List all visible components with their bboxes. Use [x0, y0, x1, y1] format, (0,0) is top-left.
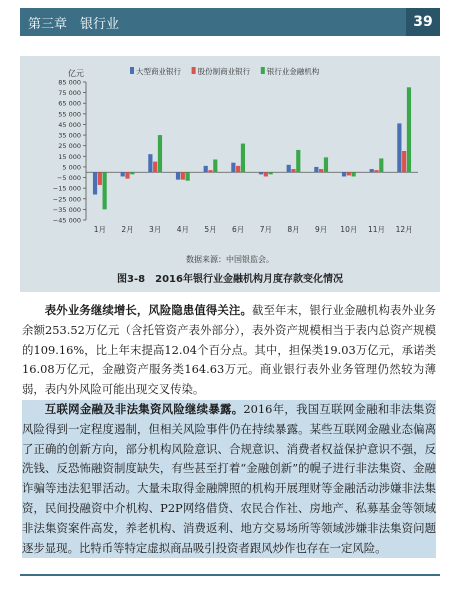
y-tick-label: −5 000 [56, 174, 81, 183]
x-tick-label: 8月 [287, 225, 300, 234]
paragraph-body: 截至年末，银行业金融机构表外业务余额253.52万亿元（含托管资产表外部分），表外资产规模相当于表内总资产规模的109.16%，比上年末提高12.04个百分点。其中，担保类19.03万亿元，承诺类16.08万亿元，金融资产服务类164.63万元。商业银行表外业务管理仍然较为薄弱，表内外风险可能出现交叉传染。 [22, 303, 436, 397]
y-tick-label: 45 000 [58, 120, 81, 129]
bar-3-3月 [158, 135, 162, 172]
chart-source: 数据来源：中国银监会。 [186, 255, 274, 264]
bar-2-11月 [374, 170, 378, 172]
bar-3-2月 [130, 172, 134, 174]
x-tick-label: 11月 [367, 225, 386, 234]
x-tick-label: 2月 [121, 225, 134, 234]
paragraph-body: 2016年，我国互联网金融和非法集资风险得到一定程度遏制，但相关风险事件仍在持续暴露。某些互联网金融业态偏离了正确的创新方向，部分机构风险意识、合规意识、消费者权益保护意识不强，反洗钱、反恐怖融资制度缺失，有些甚至打着“金融创新”的幌子进行非法集资、金融诈骗等违法犯罪活动。大量未取得金融牌照的机构开展理财等金融活动涉嫌非法集资，民间投融资中介机构、P2P网络借贷、农民合作社、房地产、私募基金等领域非法集资案件高发，养老机构、消费返利、地方交易场所等领域涉嫌非法集资问题逐步显现。比特币等特定虚拟商品吸引投资者跟风炒作也存在一定风险。 [22, 401, 436, 555]
bar-2-3月 [153, 162, 157, 173]
chart-caption: 图3-8 2016年银行业金融机构月度存款变化情况 [117, 274, 343, 285]
paragraph-heading: 互联网金融及非法集资风险继续暴露。 [44, 401, 244, 416]
bar-1-12月 [397, 123, 401, 172]
bar-2-1月 [98, 172, 102, 185]
bottom-rule [20, 574, 440, 576]
bar-1-1月 [93, 172, 97, 194]
bar-2-7月 [264, 172, 268, 176]
bar-1-11月 [370, 169, 374, 172]
legend-swatch-2 [192, 67, 196, 74]
x-tick-label: 10月 [340, 225, 358, 234]
y-tick-label: −45 000 [52, 216, 81, 225]
x-tick-label: 7月 [259, 225, 272, 234]
y-axis-unit: 亿元 [68, 69, 84, 78]
bar-3-11月 [379, 158, 383, 172]
bar-3-10月 [352, 172, 356, 176]
figure-panel [20, 56, 440, 292]
y-tick-label: 85 000 [58, 78, 81, 87]
bar-3-1月 [103, 172, 107, 209]
x-tick-label: 5月 [204, 225, 217, 234]
legend-label-2: 股份制商业银行 [197, 67, 251, 76]
paragraph-internet-finance [22, 400, 436, 558]
bar-1-7月 [259, 172, 263, 174]
bar-1-4月 [176, 172, 180, 179]
y-tick-label: 35 000 [58, 131, 81, 140]
page-number: 39 [406, 8, 440, 36]
legend-label-3: 银行业金融机构 [266, 67, 320, 76]
bar-3-5月 [213, 159, 217, 172]
paragraph-heading: 表外业务继续增长，风险隐患值得关注。 [44, 303, 252, 317]
y-tick-label: 75 000 [58, 89, 81, 98]
x-tick-label: 4月 [176, 225, 189, 234]
bar-1-2月 [121, 172, 125, 176]
bar-3-4月 [186, 172, 190, 180]
bar-3-9月 [324, 157, 328, 172]
y-tick-label: 65 000 [58, 99, 81, 108]
bar-3-6月 [241, 144, 245, 173]
bar-3-7月 [269, 172, 273, 174]
x-tick-label: 3月 [149, 225, 162, 234]
bar-2-8月 [291, 169, 295, 172]
page-header [20, 8, 440, 36]
bar-2-9月 [319, 169, 323, 172]
x-tick-label: 1月 [93, 225, 106, 234]
legend-swatch-3 [261, 67, 265, 74]
bar-1-3月 [148, 154, 152, 172]
bar-1-6月 [231, 163, 235, 173]
x-tick-label: 12月 [395, 225, 413, 234]
y-tick-label: 15 000 [58, 152, 81, 161]
deposit-change-chart [20, 56, 440, 252]
y-tick-label: 55 000 [58, 110, 81, 119]
chapter-title: 第三章 银行业 [28, 17, 120, 32]
bar-3-12月 [407, 87, 411, 172]
bar-1-10月 [342, 172, 346, 176]
legend-label-1: 大型商业银行 [136, 67, 181, 76]
bar-1-8月 [287, 165, 291, 172]
y-tick-label: −15 000 [52, 184, 81, 193]
x-tick-label: 9月 [315, 225, 328, 234]
legend-swatch-1 [130, 67, 134, 74]
body-text [22, 301, 436, 558]
bar-1-5月 [204, 166, 208, 172]
y-tick-label: −35 000 [52, 205, 81, 214]
bar-2-2月 [125, 172, 129, 178]
bar-2-4月 [181, 172, 185, 179]
bar-2-6月 [236, 166, 240, 172]
bar-2-12月 [402, 151, 406, 172]
y-tick-label: 5 000 [62, 163, 81, 172]
bar-3-8月 [296, 150, 300, 172]
bar-2-5月 [208, 170, 212, 172]
bar-2-10月 [347, 172, 351, 175]
paragraph-offbalance [22, 301, 436, 400]
bar-1-9月 [314, 167, 318, 172]
y-tick-label: −25 000 [52, 195, 81, 204]
x-tick-label: 6月 [232, 225, 245, 234]
y-tick-label: 25 000 [58, 142, 81, 151]
